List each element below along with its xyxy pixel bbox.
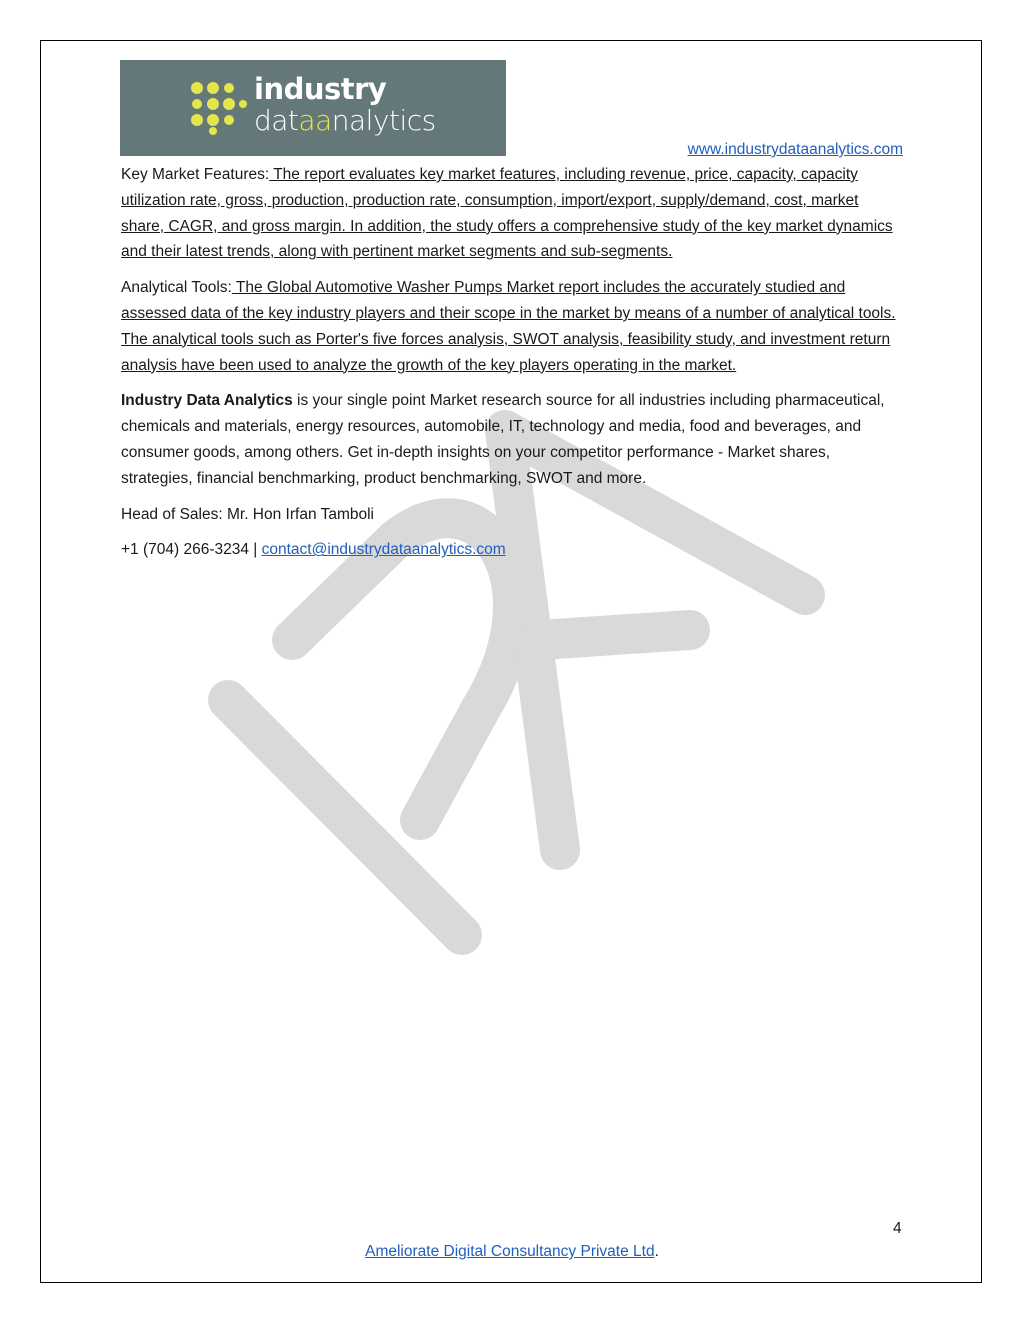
logo-text-industry: industry (254, 72, 387, 106)
head-of-sales: Head of Sales: Mr. Hon Irfan Tamboli (121, 505, 375, 523)
about-text: is your single point Market research source for all industries including pharmaceutical, chemicals and materials, energy resources, automobile, IT, technology and media, food and beverages, and consumer goods, among others. Get in-depth insights on your competitor performance - Market shares, strategies, financial benchmarking, product benchmarking, SWOT and more. (121, 392, 885, 487)
website-link[interactable]: www.industrydataanalytics.com (687, 141, 903, 158)
footer (0, 1243, 1024, 1261)
key-features-label: Key Market Features: (121, 166, 270, 183)
analytical-tools-paragraph (121, 275, 905, 378)
email-link[interactable]: contact@industrydataanalytics.com (261, 541, 506, 559)
key-features-text: The report evaluates key market features, including revenue, price, capacity, capacity utilization rate, gross, production, production rate, consumption, import/export, supply/demand, cost, market share, CAGR, and gross margin. In addition, the study offers a comprehensive study of the key market dynamics and their latest trends, along with pertinent market segments and sub-segments. (121, 166, 893, 261)
logo-dots-icon (188, 80, 248, 136)
analytical-tools-text: The Global Automotive Washer Pumps Market report includes the accurately studied and assessed data of the key industry players and their scope in the market by means of a number of analytical tools. The analytical tools such as Porter's five forces analysis, SWOT analysis, feasibility study, and investment return analysis have been used to analyze the growth of the key players operating in the market. (121, 279, 896, 374)
company-logo (120, 60, 506, 156)
phone-number: +1 (704) 266-3234 | (121, 541, 262, 559)
analytical-tools-label: Analytical Tools: (121, 279, 232, 297)
about-paragraph (121, 388, 905, 491)
footer-company-link[interactable]: Ameliorate Digital Consultancy Private Ltd (365, 1243, 655, 1260)
key-market-features-paragraph (121, 162, 905, 265)
footer-period: . (654, 1243, 659, 1260)
page-number: 4 (893, 1220, 902, 1237)
logo-text-dataanalytics: dataanalytics (254, 104, 436, 137)
document-body (121, 162, 905, 573)
company-name: Industry Data Analytics (121, 392, 293, 410)
contact-line (121, 537, 905, 563)
